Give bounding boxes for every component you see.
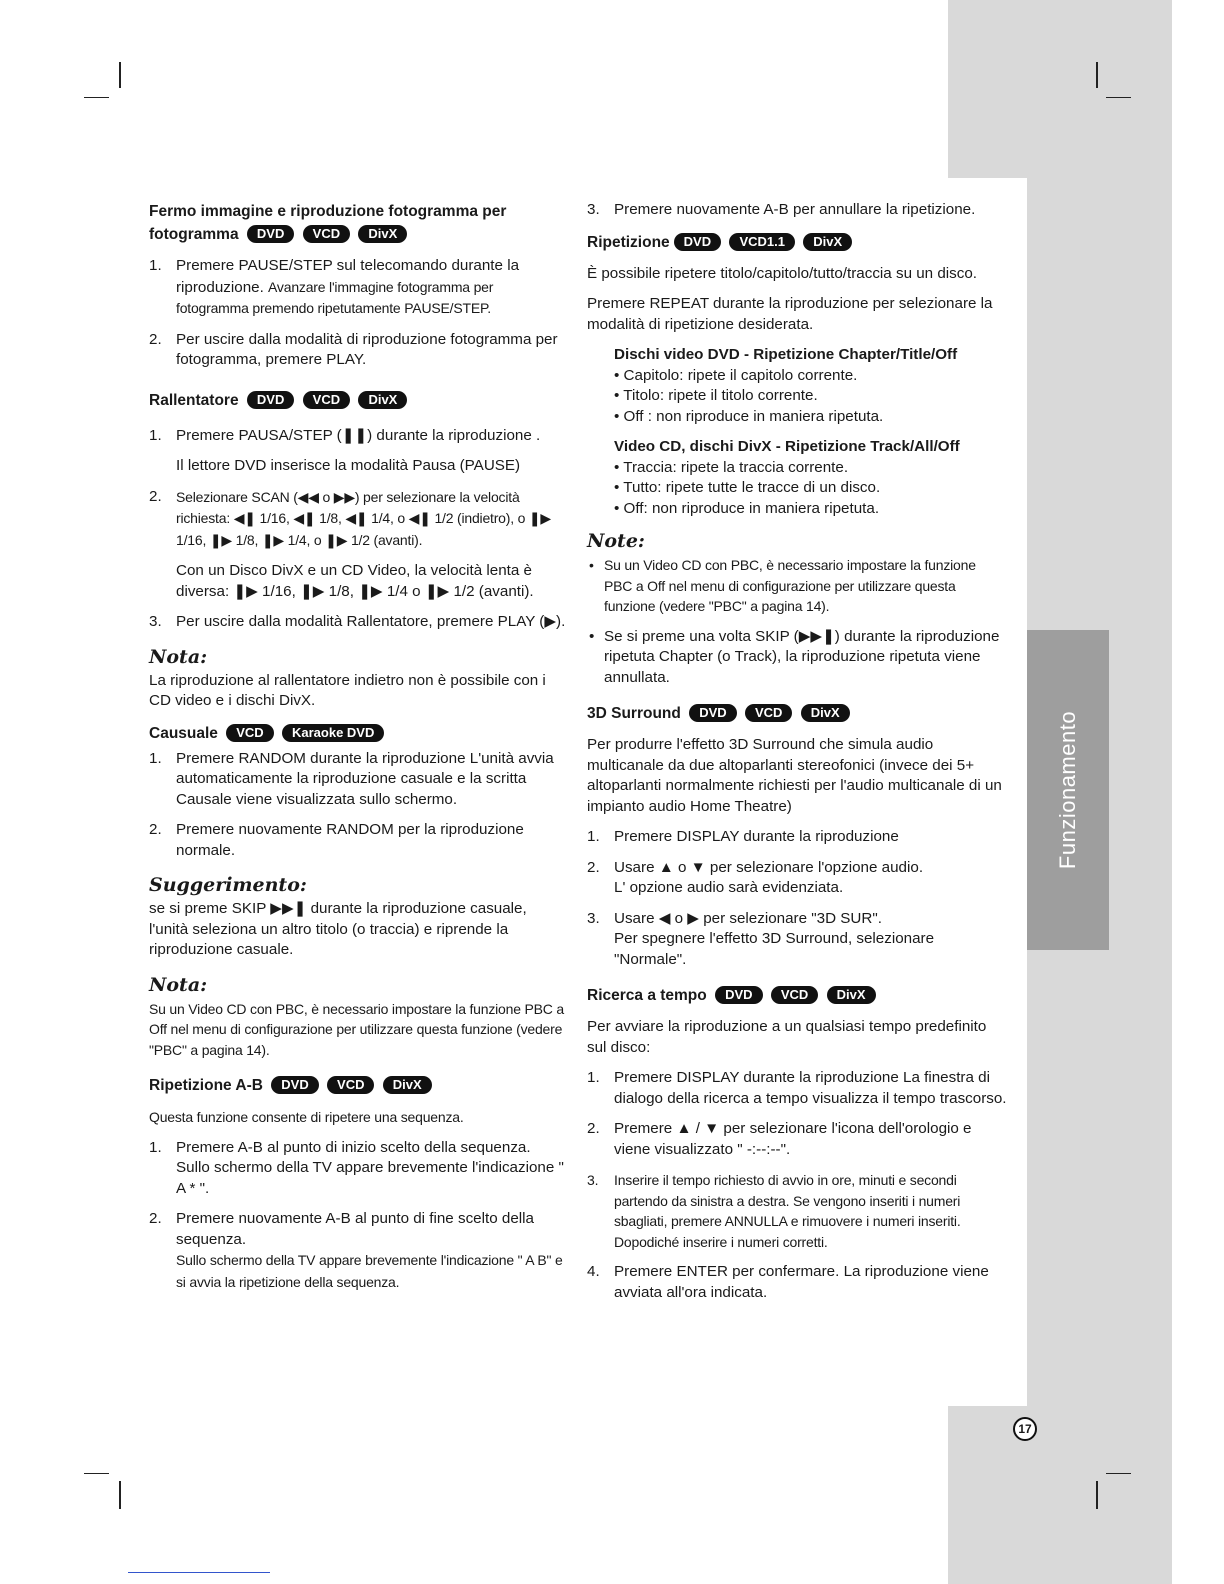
section-tab-label: Funzionamento: [1055, 710, 1080, 870]
crop-mark: [119, 1481, 121, 1509]
step-number: 1.: [587, 1069, 600, 1086]
steps-fermo: [149, 256, 567, 371]
step-number: 3.: [587, 909, 600, 927]
step-text: Premere ▲ / ▼ per selezionare l'icona dell'orologio e viene visualizzato " -:--:--".: [614, 1120, 972, 1158]
step-text: Premere DISPLAY durante la riproduzione La finestra di dialogo della ricerca a tempo visualizza il tempo trascorso.: [614, 1069, 1007, 1107]
sub-title: Video CD, dischi DivX - Ripetizione Track/All/Off: [614, 438, 960, 455]
list-item: [587, 1119, 1007, 1160]
crop-mark: [1106, 97, 1131, 98]
list-item: [149, 612, 567, 633]
badge-dvd: DVD: [674, 233, 721, 251]
step-text: Premere RANDOM durante la riproduzione L'unità avvia automaticamente la riproduzione casuale e la scritta Causale viene visualizzata sullo schermo.: [176, 749, 554, 808]
list-item: [587, 200, 1007, 221]
step-number: 2.: [149, 330, 162, 348]
section-title-text: Causuale: [149, 724, 218, 742]
step-number: 4.: [587, 1263, 600, 1280]
steps-surround: [587, 827, 1007, 970]
left-column: [149, 200, 567, 1303]
list-item: [149, 749, 567, 811]
badge-divx: DivX: [358, 391, 407, 409]
badge-vcd: VCD: [327, 1076, 374, 1094]
note-heading: Nota:: [149, 645, 208, 668]
list-item: [587, 909, 1007, 971]
paragraph: È possibile ripetere titolo/capitolo/tutto/traccia su un disco.: [587, 264, 978, 282]
step-text: Inserire il tempo richiesto di avvio in ore, minuti e secondi partendo da sinistra a destra. Se vengono inseriti i numeri sbagliati, premere ANNULLA e rimuovere i numeri inseriti. Dopodiché inserire i numeri corretti.: [614, 1172, 961, 1250]
badge-dvd: DVD: [271, 1076, 318, 1094]
list-item: [149, 1209, 567, 1293]
list-item: • Traccia: ripete la traccia corrente.: [614, 458, 849, 476]
section-title-causale: [149, 722, 567, 745]
list-item: • Se si preme una volta SKIP (▶▶❚) durante la riproduzione ripetuta Chapter (o Track), la riproduzione ripetuta viene annullata.: [587, 627, 1007, 689]
section-title-fermo: [149, 200, 567, 246]
list-item: [149, 820, 567, 861]
step-text: Premere nuovamente A-B al punto di fine scelto della sequenza.: [176, 1210, 534, 1248]
crop-mark: [119, 62, 121, 88]
step-detail: Con un Disco DivX e un CD Video, la velocità lenta è diversa: ❚▶ 1/16, ❚▶ 1/8, ❚▶ 1/4 o ❚▶ 1/2 (avanti).: [176, 562, 534, 600]
section-title-text: 3D Surround: [587, 705, 681, 722]
list-item: • Off : non riproduce in maniera ripetuta.: [614, 407, 884, 425]
step-text: Per uscire dalla modalità Rallentatore, premere PLAY (▶).: [176, 613, 566, 630]
tip-heading: Suggerimento:: [149, 874, 307, 896]
step-number: 3.: [587, 201, 600, 218]
notes-list: [587, 555, 1007, 688]
step-text: Usare ◀ o ▶ per selezionare "3D SUR".: [614, 909, 882, 927]
badge-vcd: VCD: [771, 986, 818, 1004]
section-title-ab: [149, 1074, 567, 1097]
step-detail: L' opzione audio sarà evidenziata.: [614, 879, 844, 896]
step-number: 2.: [149, 1210, 162, 1227]
steps-ab-continued: [587, 200, 1007, 221]
section-title-surround: [587, 702, 1007, 725]
step-number: 2.: [149, 821, 162, 838]
steps-ab: [149, 1138, 567, 1294]
section-title-text: Ripetizione A-B: [149, 1077, 263, 1094]
side-margin-bottom: [948, 1406, 1172, 1584]
section-tab: [1027, 630, 1109, 950]
step-text: Premere nuovamente RANDOM per la riproduzione normale.: [176, 821, 524, 859]
step-number: 2.: [587, 1120, 600, 1137]
repeat-vcd-block: [587, 437, 1007, 519]
crop-mark: [84, 97, 109, 98]
list-item: [587, 1068, 1007, 1109]
step-detail: Il lettore DVD inserisce la modalità Pausa (PAUSE): [176, 457, 521, 474]
section-title-ripetizione: [587, 231, 1007, 254]
step-number: 2.: [587, 858, 600, 876]
step-text: Premere DISPLAY durante la riproduzione: [614, 828, 899, 845]
badge-dvd: DVD: [715, 986, 762, 1004]
step-detail: Sullo schermo della TV appare brevemente l'indicazione " A B" e si avvia la ripetizione della sequenza.: [176, 1252, 563, 1290]
crop-mark: [1096, 62, 1098, 88]
tip-text: se si preme SKIP ▶▶❚ durante la riproduzione casuale, l'unità seleziona un altro titolo (o traccia) e riprende la riproduzione casuale.: [149, 900, 527, 958]
list-item: • Capitolo: ripete il capitolo corrente.: [614, 366, 858, 384]
right-column: [587, 200, 1007, 1313]
step-text: Usare ▲ o ▼ per selezionare l'opzione audio.: [614, 858, 924, 876]
badge-dvd: DVD: [247, 225, 294, 243]
step-text: Premere ENTER per confermare. La riproduzione viene avviata all'ora indicata.: [614, 1263, 989, 1301]
list-item: • Titolo: ripete il titolo corrente.: [614, 387, 818, 404]
section-title-rallentatore: [149, 389, 567, 412]
badge-divx: DivX: [827, 986, 876, 1004]
badge-vcd: VCD: [226, 724, 273, 742]
list-item: [149, 426, 567, 477]
step-number: 1.: [587, 828, 600, 845]
section-title-line: Fermo immagine e riproduzione fotogramma per: [149, 203, 507, 220]
crop-mark: [1106, 1473, 1131, 1474]
steps-rallentatore: [149, 426, 567, 633]
step-text: Premere PAUSA/STEP (❚❚) durante la riproduzione .: [176, 426, 541, 444]
note-heading: Nota:: [149, 973, 208, 996]
list-item: [587, 827, 1007, 848]
step-number: 1.: [149, 1138, 162, 1156]
list-item: [149, 256, 567, 320]
list-item: • Tutto: ripete tutte le tracce di un disco.: [614, 479, 881, 496]
repeat-dvd-block: [587, 345, 1007, 427]
list-item: [149, 487, 567, 603]
step-text: Premere A-B al punto di inizio scelto della sequenza. Sullo schermo della TV appare brevemente l'indicazione " A * ".: [176, 1138, 564, 1197]
crop-mark: [1096, 1481, 1098, 1509]
section-title-text: Rallentatore: [149, 391, 239, 409]
badge-divx: DivX: [358, 225, 407, 243]
list-item: [149, 1138, 567, 1200]
step-number: 2.: [149, 487, 162, 505]
step-detail: Per spegnere l'effetto 3D Surround, selezionare "Normale".: [614, 930, 935, 968]
badge-divx: DivX: [383, 1076, 432, 1094]
footer-rule: [128, 1572, 270, 1573]
list-item: [587, 858, 1007, 899]
page-number: 17: [1013, 1417, 1037, 1441]
note-heading: Note:: [587, 530, 645, 552]
sub-title: Dischi video DVD - Ripetizione Chapter/Title/Off: [614, 346, 958, 363]
badge-vcd: VCD: [303, 391, 350, 409]
step-number: 3.: [149, 613, 162, 630]
step-text: Premere nuovamente A-B per annullare la ripetizione.: [614, 201, 976, 218]
step-number: 3.: [587, 1172, 599, 1188]
badge-divx: DivX: [801, 704, 850, 722]
paragraph: Per avviare la riproduzione a un qualsiasi tempo predefinito sul disco:: [587, 1018, 987, 1056]
list-item: [587, 1170, 1007, 1252]
steps-ricerca: [587, 1068, 1007, 1303]
list-item: • Su un Video CD con PBC, è necessario impostare la funzione PBC a Off nel menu di configurazione per utilizzare questa funzione (vedere "PBC" a pagina 14).: [587, 555, 1007, 617]
badge-dvd: DVD: [689, 704, 736, 722]
step-text: Per uscire dalla modalità di riproduzione fotogramma per fotogramma, premere PLAY.: [176, 330, 558, 368]
step-number: 1.: [149, 749, 162, 767]
badge-vcd11: VCD1.1: [729, 233, 795, 251]
section-title-line: fotogramma: [149, 226, 239, 243]
badge-divx: DivX: [803, 233, 852, 251]
steps-causale: [149, 749, 567, 862]
step-number: 1.: [149, 426, 162, 444]
badge-dvd: DVD: [247, 391, 294, 409]
badge-vcd: VCD: [303, 225, 350, 243]
step-text: Avanzare l'immagine fotogramma per fotogramma premendo ripetutamente PAUSE/STEP.: [176, 278, 494, 316]
list-item: [587, 1262, 1007, 1303]
list-item: • Off: non riproduce in maniera ripetuta.: [614, 499, 880, 517]
paragraph: Per produrre l'effetto 3D Surround che simula audio multicanale da due altoparlanti stereofonici (invece dei 5+ altoparlanti normalmente richiesti per l'audio multicanale di un impianto audio Home Theatre): [587, 736, 1002, 815]
crop-mark: [84, 1473, 109, 1474]
section-intro: Questa funzione consente di ripetere una sequenza.: [149, 1109, 464, 1125]
section-title-text: Ripetizione: [587, 233, 670, 251]
paragraph: Premere REPEAT durante la riproduzione per selezionare la modalità di ripetizione desiderata.: [587, 295, 993, 333]
side-margin-top: [948, 0, 1172, 178]
badge-karaoke-dvd: Karaoke DVD: [282, 724, 384, 742]
step-number: 1.: [149, 257, 162, 274]
list-item: [149, 330, 567, 371]
step-text: Premere PAUSE/STEP sul telecomando durante la riproduzione.: [176, 257, 520, 296]
badge-vcd: VCD: [745, 704, 792, 722]
section-title-ricerca: [587, 984, 1007, 1007]
step-text: Selezionare SCAN (◀◀ o ▶▶) per selezionare la velocità richiesta: ◀❚ 1/16, ◀❚ 1/8, ◀❚ 1/4, o ◀❚ 1/2 (indietro), o ❚▶ 1/16, ❚▶ 1/8, ❚▶ 1/4, o ❚▶ 1/2 (avanti).: [176, 488, 551, 548]
section-title-text: Ricerca a tempo: [587, 987, 707, 1004]
note-text: Su un Video CD con PBC, è necessario impostare la funzione PBC a Off nel menu di configurazione per utilizzare questa funzione (vedere "PBC" a pagina 14).: [149, 1000, 564, 1058]
note-text: La riproduzione al rallentatore indietro non è possibile con i CD video e i dischi DivX.: [149, 671, 546, 709]
